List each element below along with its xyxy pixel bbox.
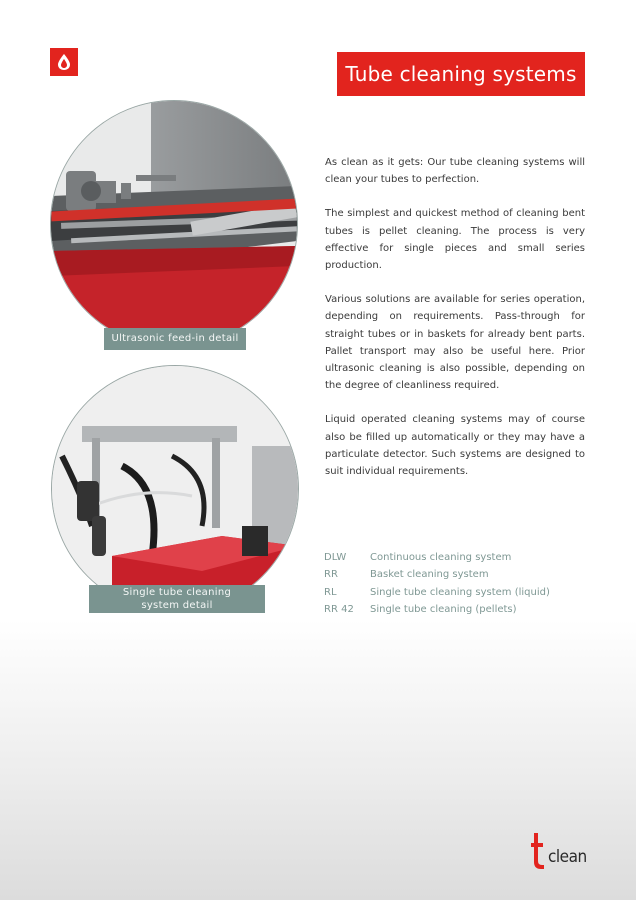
ultrasonic-feed-image bbox=[50, 100, 298, 348]
page-title: Tube cleaning systems bbox=[337, 52, 585, 96]
model-row bbox=[324, 549, 584, 566]
paragraph: Liquid operated cleaning systems may of course also be filled up automatically or they may have a particulate detector. Such systems are designed to suit individual requirements. bbox=[325, 414, 585, 478]
paragraph: Various solutions are available for series operation, depending on requirements. Pass-through for straight tubes or in baskets for already bent parts. Pallet transport may also be useful here. Prior ultrasonic cleaning is also possible, depending on the degree of cleanliness required. bbox=[325, 294, 585, 392]
caption-line-2: system detail bbox=[141, 600, 213, 611]
water-drop-icon bbox=[56, 53, 72, 71]
model-code: RL bbox=[324, 586, 337, 598]
model-list bbox=[324, 549, 584, 618]
paragraph: The simplest and quickest method of cleaning bent tubes is pellet cleaning. The process is very effective for single pieces and small series production. bbox=[325, 208, 585, 272]
logo-text: clean bbox=[548, 847, 587, 867]
model-name: Basket cleaning system bbox=[370, 569, 489, 581]
image-caption-single-tube bbox=[89, 585, 265, 613]
model-row bbox=[324, 601, 584, 618]
model-row bbox=[324, 566, 584, 583]
body-text bbox=[325, 154, 585, 497]
logo-t-icon bbox=[531, 833, 545, 869]
caption-line-1: Single tube cleaning bbox=[122, 587, 232, 598]
model-code: DLW bbox=[324, 552, 347, 563]
paragraph: As clean as it gets: Our tube cleaning systems will clean your tubes to perfection. bbox=[325, 157, 585, 186]
tclean-logo bbox=[531, 833, 591, 869]
single-tube-image bbox=[51, 365, 299, 613]
model-code: RR 42 bbox=[324, 603, 354, 615]
model-name: Single tube cleaning (pellets) bbox=[370, 603, 517, 615]
drop-icon-box bbox=[50, 48, 78, 76]
model-code: RR bbox=[324, 569, 338, 581]
model-row bbox=[324, 584, 584, 601]
image-caption-ultrasonic: Ultrasonic feed-in detail bbox=[104, 328, 246, 350]
model-name: Single tube cleaning system (liquid) bbox=[370, 586, 550, 598]
model-name: Continuous cleaning system bbox=[370, 552, 512, 563]
